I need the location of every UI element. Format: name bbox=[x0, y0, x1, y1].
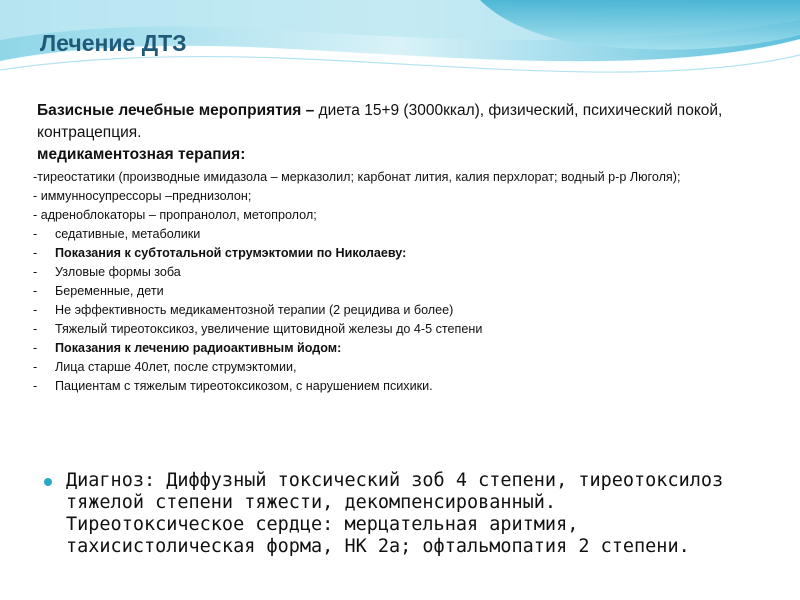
bullet-dot-icon bbox=[44, 478, 52, 486]
list-item bbox=[33, 301, 773, 320]
slide-title: Лечение ДТЗ bbox=[40, 30, 187, 56]
list-item-text: Показания к лечению радиоактивным йодом: bbox=[55, 341, 342, 355]
indications-list bbox=[33, 225, 773, 396]
dash-bullet-icon: - bbox=[33, 360, 38, 374]
dash-bullet-icon: - bbox=[33, 284, 38, 298]
list-item-text: Лица старше 40лет, после струмэктомии, bbox=[55, 360, 297, 374]
basic-measures-heading: Базисные лечебные мероприятия – bbox=[37, 102, 315, 119]
diagnosis-text: Диагноз: Диффузный токсический зоб 4 степени, тиреотоксилоз тяжелой степени тяжести, декомпенсированный. Тиреотоксическое сердце: мерцательная аритмия, тахисистолическая форма, НК 2а; офтальмопатия 2 степени. bbox=[66, 470, 724, 557]
list-item bbox=[33, 358, 773, 377]
dash-bullet-icon: - bbox=[33, 227, 38, 241]
dash-bullet-icon: - bbox=[33, 265, 38, 279]
list-item bbox=[33, 320, 773, 339]
list-item bbox=[33, 225, 773, 244]
list-item-text: Показания к субтотальной струмэктомии по Николаеву: bbox=[55, 246, 407, 260]
dash-bullet-icon: - bbox=[33, 379, 38, 393]
list-item bbox=[33, 263, 773, 282]
dash-bullet-icon: - bbox=[33, 341, 38, 355]
thyrostatics-line: -тиреостатики (производные имидазола – мерказолил; карбонат лития, калия перхлорат; водный р-р Люголя); bbox=[33, 170, 681, 184]
diagnosis-block bbox=[44, 470, 744, 558]
intro-paragraph bbox=[37, 100, 757, 166]
list-item bbox=[33, 377, 773, 396]
basic-measures-text: диета 15+9 (3000ккал), физический, психический покой, контрацепция. bbox=[37, 102, 723, 141]
list-item-text: Пациентам с тяжелым тиреотоксикозом, с нарушением психики. bbox=[55, 379, 433, 393]
dash-bullet-icon: - bbox=[33, 322, 38, 336]
list-item-text: седативные, метаболики bbox=[55, 227, 201, 241]
medication-list bbox=[33, 168, 773, 396]
list-item-text: Не эффективность медикаментозной терапии (2 рецидива и более) bbox=[55, 303, 454, 317]
list-item-text: Беременные, дети bbox=[55, 284, 164, 298]
med-therapy-heading: медикаментозная терапия: bbox=[37, 146, 246, 163]
indication-heading bbox=[33, 339, 773, 358]
indication-heading bbox=[33, 244, 773, 263]
list-item-text: Тяжелый тиреотоксикоз, увеличение щитовидной железы до 4-5 степени bbox=[55, 322, 483, 336]
list-item-text: Узловые формы зоба bbox=[55, 265, 181, 279]
dash-bullet-icon: - bbox=[33, 246, 38, 260]
adrenoblockers-line: - адреноблокаторы – пропранолол, метопролол; bbox=[33, 208, 317, 222]
immunosuppressants-line: - иммунносупрессоры –преднизолон; bbox=[33, 189, 252, 203]
list-item bbox=[33, 282, 773, 301]
dash-bullet-icon: - bbox=[33, 303, 38, 317]
